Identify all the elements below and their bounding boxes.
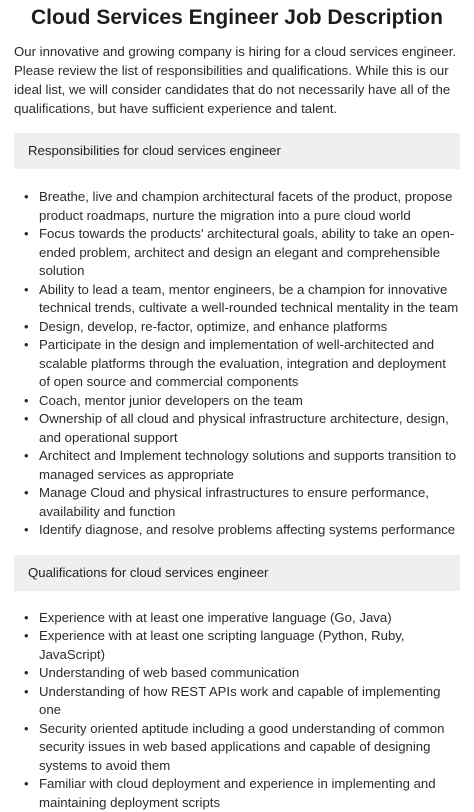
list-item [14, 410, 460, 447]
list-item-text: Breathe, live and champion architectural facets of the product, propose product roadmaps, nurture the migration into a pure cloud world [39, 189, 452, 223]
list-item [14, 627, 460, 664]
list-item [14, 521, 460, 540]
list-item-text: Security oriented aptitude including a good understanding of common security issues in web based applications and capable of designing systems to avoid them [39, 721, 444, 773]
bullet-icon: • [24, 720, 29, 739]
list-item-text: Architect and Implement technology solutions and supports transition to managed services as appropriate [39, 448, 456, 482]
bullet-icon: • [24, 281, 29, 300]
bullet-icon: • [24, 775, 29, 794]
bullet-icon: • [24, 188, 29, 207]
list-item-text: Experience with at least one scripting language (Python, Ruby, JavaScript) [39, 628, 405, 662]
list-item [14, 225, 460, 281]
bullet-icon: • [24, 318, 29, 337]
bullet-icon: • [24, 225, 29, 244]
bullet-icon: • [24, 609, 29, 628]
list-item-text: Design, develop, re-factor, optimize, and enhance platforms [39, 319, 387, 334]
list-item [14, 281, 460, 318]
list-item-text: Experience with at least one imperative language (Go, Java) [39, 610, 392, 625]
bullet-icon: • [24, 627, 29, 646]
list-item [14, 609, 460, 628]
bullet-icon: • [24, 410, 29, 429]
list-item [14, 188, 460, 225]
list-item [14, 447, 460, 484]
list-item-text: Participate in the design and implementation of well-architected and scalable platforms through the evaluation, integration and deployment of open source and commercial components [39, 337, 446, 389]
list-item [14, 720, 460, 776]
bullet-icon: • [24, 447, 29, 466]
list-item [14, 318, 460, 337]
intro-paragraph: Our innovative and growing company is hiring for a cloud services engineer. Please review the list of responsibilities and qualifications. While this is our ideal list, we will consider candidates that do not necessarily have all of the qualifications, but have sufficient experience and talent. [14, 42, 460, 118]
list-item [14, 683, 460, 720]
bullet-icon: • [24, 521, 29, 540]
list-item-text: Manage Cloud and physical infrastructures to ensure performance, availability and function [39, 485, 429, 519]
bullet-icon: • [24, 484, 29, 503]
responsibilities-heading: Responsibilities for cloud services engineer [14, 133, 460, 169]
list-item [14, 392, 460, 411]
bullet-icon: • [24, 336, 29, 355]
bullet-icon: • [24, 683, 29, 702]
list-item-text: Identify diagnose, and resolve problems affecting systems performance [39, 522, 455, 537]
page-title: Cloud Services Engineer Job Description [14, 0, 460, 30]
list-item-text: Understanding of web based communication [39, 665, 299, 680]
list-item-text: Ability to lead a team, mentor engineers, be a champion for innovative technical trends, cultivate a well-rounded technical mentality in the team [39, 282, 458, 316]
qualifications-heading: Qualifications for cloud services engineer [14, 555, 460, 591]
list-item-text: Focus towards the products' architectural goals, ability to take an open-ended problem, architect and design an elegant and comprehensible solution [39, 226, 454, 278]
list-item-text: Familiar with cloud deployment and experience in implementing and maintaining deployment scripts [39, 776, 436, 810]
list-item [14, 775, 460, 812]
bullet-icon: • [24, 664, 29, 683]
list-item-text: Ownership of all cloud and physical infrastructure architecture, design, and operational support [39, 411, 449, 445]
list-item-text: Understanding of how REST APIs work and capable of implementing one [39, 684, 440, 718]
list-item [14, 664, 460, 683]
qualifications-list [14, 609, 460, 812]
bullet-icon: • [24, 392, 29, 411]
list-item [14, 336, 460, 392]
list-item-text: Coach, mentor junior developers on the team [39, 393, 303, 408]
list-item [14, 484, 460, 521]
responsibilities-list [14, 188, 460, 540]
